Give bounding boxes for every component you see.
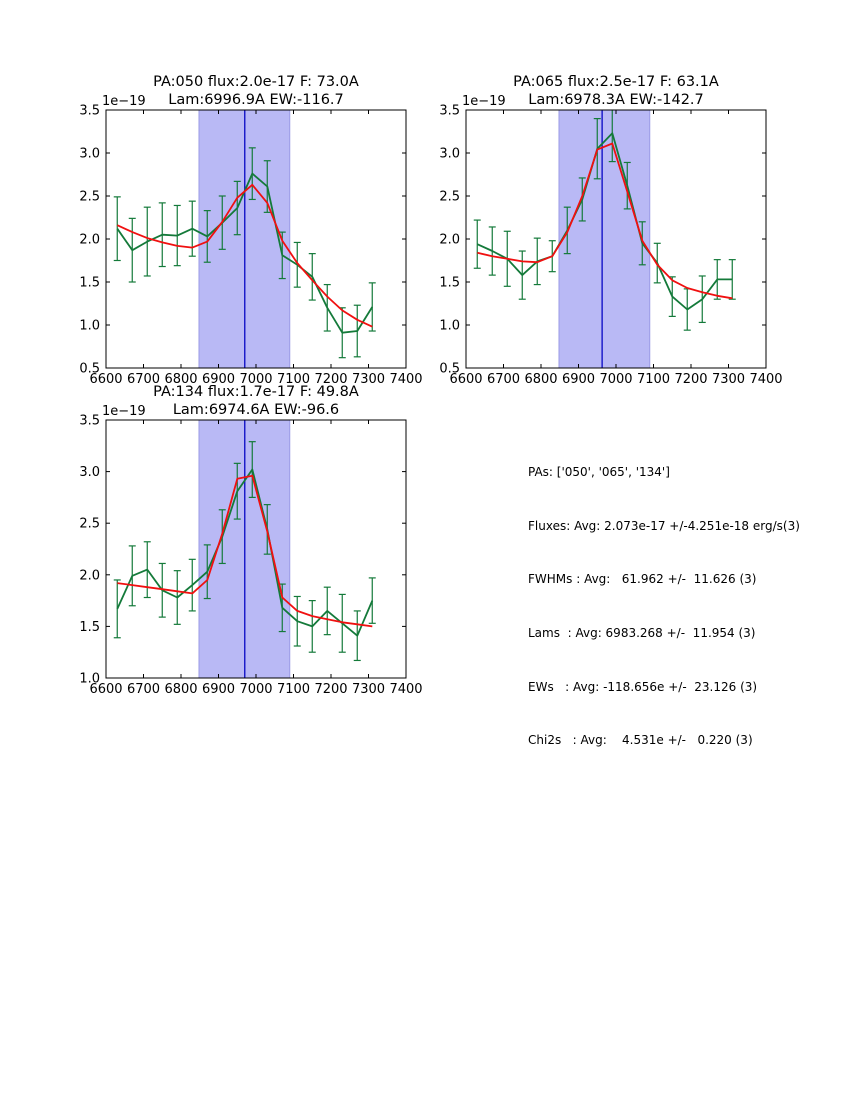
x-tick-label: 7100 (276, 372, 311, 387)
y-tick-label: 1.0 (79, 318, 100, 334)
spectrum-plot-pa065 (406, 60, 786, 405)
y-tick-label: 1.0 (79, 671, 100, 687)
plot-title-line2: Lam:6978.3A EW:-142.7 (528, 92, 704, 108)
x-tick-label: 6700 (486, 372, 521, 387)
y-tick-label: 0.5 (79, 361, 100, 377)
plot-title-line2: Lam:6996.9A EW:-116.7 (168, 92, 344, 108)
x-tick-label: 7200 (674, 372, 708, 387)
x-tick-label: 7300 (711, 372, 746, 387)
spectrum-plot-pa134 (46, 370, 426, 715)
x-tick-label: 6700 (126, 682, 161, 697)
y-tick-label: 3.5 (439, 103, 460, 119)
y-tick-label: 2.5 (79, 189, 100, 205)
x-tick-label: 6600 (89, 682, 123, 697)
x-tick-label: 6700 (126, 372, 161, 387)
y-tick-label: 2.0 (79, 568, 100, 584)
x-tick-label: 6900 (201, 372, 236, 387)
summary-line-ews: EWs : Avg: -118.656e +/- 23.126 (3) (528, 679, 758, 694)
y-tick-label: 3.5 (79, 103, 100, 119)
x-tick-label: 6900 (201, 682, 236, 697)
plot-title-line1: PA:065 flux:2.5e-17 F: 63.1A (513, 74, 719, 90)
y-tick-label: 2.0 (79, 232, 100, 248)
x-tick-label: 7200 (314, 682, 348, 697)
highlight-band (559, 110, 650, 368)
summary-line-fluxes: Fluxes: Avg: 2.073e-17 +/-4.251e-18 erg/s(3) (528, 518, 800, 533)
y-tick-label: 1.5 (439, 275, 460, 291)
y-axis-offset-label: 1e−19 (102, 404, 146, 419)
x-tick-label: 7300 (351, 682, 386, 697)
x-tick-label: 7400 (389, 372, 423, 387)
x-tick-label: 7100 (636, 372, 671, 387)
x-tick-label: 6900 (561, 372, 596, 387)
y-axis-offset-label: 1e−19 (462, 94, 506, 109)
y-tick-label: 1.5 (79, 619, 100, 635)
x-tick-label: 7000 (599, 372, 633, 387)
y-tick-label: 1.0 (439, 318, 460, 334)
x-tick-label: 7400 (389, 682, 423, 697)
plot-title-line1: PA:050 flux:2.0e-17 F: 73.0A (153, 74, 359, 90)
y-axis-offset-label: 1e−19 (102, 94, 146, 109)
y-tick-label: 1.5 (79, 275, 100, 291)
spectrum-plot-pa050 (46, 60, 426, 405)
summary-panel (528, 432, 800, 782)
y-tick-label: 3.5 (79, 413, 100, 429)
summary-line-lams: Lams : Avg: 6983.268 +/- 11.954 (3) (528, 626, 756, 641)
x-tick-label: 7200 (314, 372, 348, 387)
x-tick-label: 6600 (449, 372, 483, 387)
y-tick-label: 0.5 (439, 361, 460, 377)
x-tick-label: 7300 (351, 372, 386, 387)
x-tick-label: 7000 (239, 682, 273, 697)
x-tick-label: 6800 (164, 372, 198, 387)
plot-title-line1: PA:134 flux:1.7e-17 F: 49.8A (153, 384, 359, 400)
y-tick-label: 2.5 (79, 516, 100, 532)
y-tick-label: 3.0 (79, 146, 100, 162)
x-tick-label: 7400 (749, 372, 783, 387)
x-tick-label: 6800 (524, 372, 558, 387)
y-tick-label: 3.0 (79, 465, 100, 481)
y-tick-label: 2.0 (439, 232, 460, 248)
x-tick-label: 7000 (239, 372, 273, 387)
summary-line-pas: PAs: ['050', '065', '134'] (528, 465, 670, 479)
y-tick-label: 3.0 (439, 146, 460, 162)
plot-title-line2: Lam:6974.6A EW:-96.6 (172, 402, 340, 418)
x-tick-label: 7100 (276, 682, 311, 697)
summary-line-fwhms: FWHMs : Avg: 61.962 +/- 11.626 (3) (528, 572, 757, 587)
summary-line-chi2s: Chi2s : Avg: 4.531e +/- 0.220 (3) (528, 733, 753, 748)
x-tick-label: 6600 (89, 372, 123, 387)
y-tick-label: 2.5 (439, 189, 460, 205)
x-tick-label: 6800 (164, 682, 198, 697)
